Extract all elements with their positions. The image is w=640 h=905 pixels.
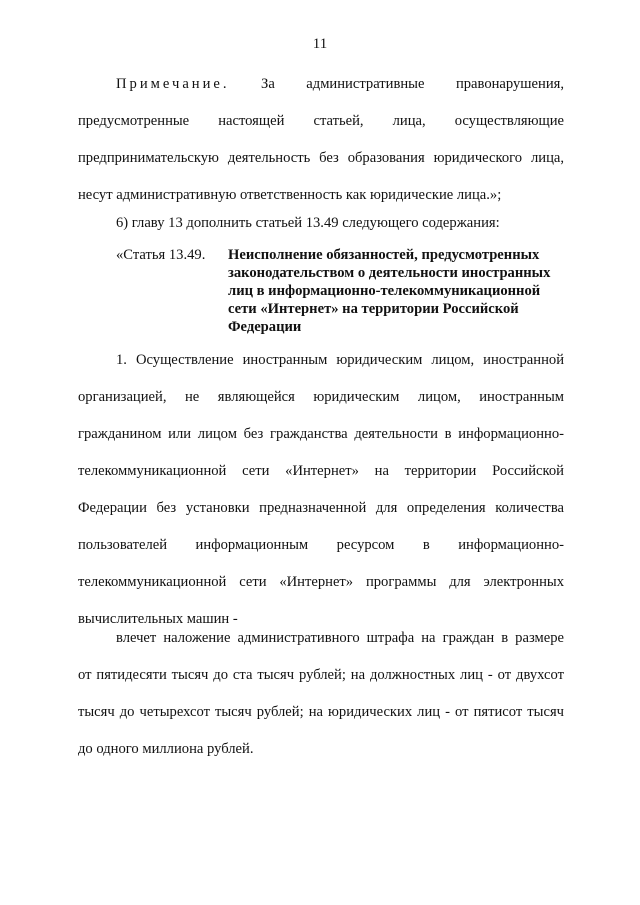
note-line-2: предусмотренные настоящей статьей, лица, осуществляющие <box>78 113 564 129</box>
sanction-line: до одного миллиона рублей. <box>78 741 254 757</box>
note-line-4: несут административную ответственность как юридические лица.»; <box>78 187 502 203</box>
part-1-line: пользователей информационным ресурсом в информационно- <box>78 537 564 553</box>
part-1-line: телекоммуникационной сети «Интернет» на территории Российской <box>78 463 564 479</box>
note-paragraph <box>78 66 564 214</box>
note-label: Примечание. <box>116 76 230 92</box>
part-1-line: вычислительных машин - <box>78 611 238 627</box>
page-number: 11 <box>312 36 328 52</box>
item-6-text: 6) главу 13 дополнить статьей 13.49 следующего содержания: <box>116 215 500 231</box>
sanction-paragraph <box>78 620 564 768</box>
article-title <box>228 246 573 336</box>
sanction-line: от пятидесяти тысяч до ста тысяч рублей; на должностных лиц - от двухсот <box>78 667 564 683</box>
article-title-line: Неисполнение обязанностей, предусмотренных <box>228 247 540 263</box>
note-word: правонарушения, <box>455 76 564 92</box>
article-title-line: сети «Интернет» на территории Российской <box>228 301 519 317</box>
article-title-line: законодательством о деятельности иностранных <box>228 265 551 281</box>
note-line-1 <box>78 66 564 103</box>
part-1-line: организацией, не являющейся юридическим лицом, иностранным <box>78 389 564 405</box>
note-word: административные <box>306 76 425 92</box>
part-1-line: гражданином или лицом без гражданства деятельности в информационно- <box>78 426 564 442</box>
part-1-line: Федерации без установки предназначенной для определения количества <box>78 500 564 516</box>
note-line-3: предпринимательскую деятельность без образования юридического лица, <box>78 150 564 166</box>
article-title-line: лиц в информационно-телекоммуникационной <box>228 283 541 299</box>
note-word: За <box>261 76 275 92</box>
part-1-paragraph <box>78 342 564 638</box>
article-title-line: Федерации <box>228 319 302 335</box>
part-1-line: 1. Осуществление иностранным юридическим лицом, иностранной <box>116 352 564 368</box>
item-6-paragraph <box>116 214 576 232</box>
sanction-line: влечет наложение административного штрафа на граждан в размере <box>116 630 564 646</box>
article-number: «Статья 13.49. <box>116 247 206 263</box>
sanction-line: тысяч до четырехсот тысяч рублей; на юридических лиц - от пятисот тысяч <box>78 704 564 720</box>
part-1-line: телекоммуникационной сети «Интернет» программы для электронных <box>78 574 564 590</box>
